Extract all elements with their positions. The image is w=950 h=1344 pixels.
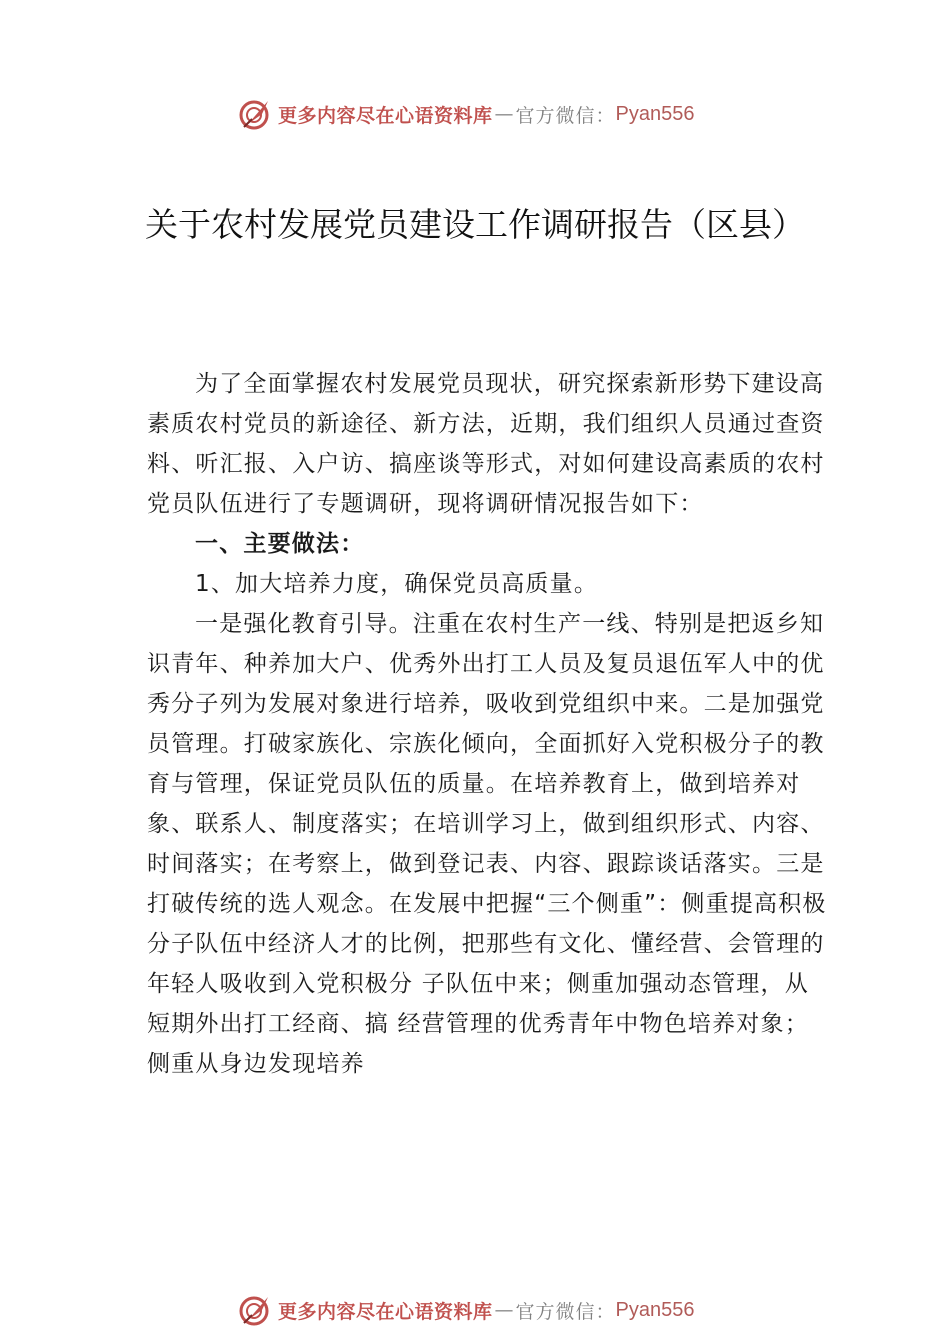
header-banner bbox=[238, 96, 695, 132]
subsection-heading: 1、加大培养力度，确保党员高质量。 bbox=[195, 571, 599, 597]
document-title: 关于农村发展党员建设工作调研报告（区县） bbox=[145, 205, 805, 244]
separator-dash: — bbox=[494, 1299, 514, 1321]
wechat-id: Pyan556 bbox=[615, 1298, 695, 1321]
wechat-label: 官方微信： bbox=[515, 1300, 616, 1323]
site-name: 更多内容尽在心语资料库 bbox=[278, 1300, 493, 1323]
section-heading: 一、主要做法： bbox=[195, 531, 365, 557]
intro-paragraph: 为了全面掌握农村发展党员现状，研究探索新形势下建设高素质农村党员的新途径、新方法，近期，我们组织人员通过查资料、听汇报、入户访、搞座谈等形式，对如何建设高素质的农村党员队伍进行了专题调研，现将调研情况报告如下： bbox=[147, 371, 825, 517]
separator-dash: — bbox=[494, 103, 514, 125]
document-body bbox=[147, 364, 827, 1084]
site-name: 更多内容尽在心语资料库 bbox=[278, 104, 493, 127]
body-paragraph: 一是强化教育引导。注重在农村生产一线、特别是把返乡知识青年、种养加大户、优秀外出打工人员及复员退伍军人中的优秀分子列为发展对象进行培养，吸收到党组织中来。二是加强党员管理。打破家族化、宗族化倾向，全面抓好入党积极分子的教育与管理，保证党员队伍的质量。在培养教育上，做到培养对象、联系人、制度落实；在培训学习上，做到组织形式、内容、时间落实；在考察上，做到登记表、内容、跟踪谈话落实。三是打破传统的选人观念。在发展中把握“三个侧重”：侧重提高积极分子队伍中经济人才的比例，把那些有文化、懂经营、会管理的年轻人吸收到入党积极分 子队伍中来；侧重加强动态管理，从短期外出打工经商、搞 经营管理的优秀青年中物色培养对象；侧重从身边发现培养 bbox=[147, 611, 827, 1077]
footer-banner bbox=[238, 1292, 695, 1328]
quill-logo-icon bbox=[238, 97, 272, 131]
wechat-id: Pyan556 bbox=[615, 102, 695, 125]
wechat-label: 官方微信： bbox=[515, 104, 616, 127]
quill-logo-icon bbox=[238, 1293, 272, 1327]
